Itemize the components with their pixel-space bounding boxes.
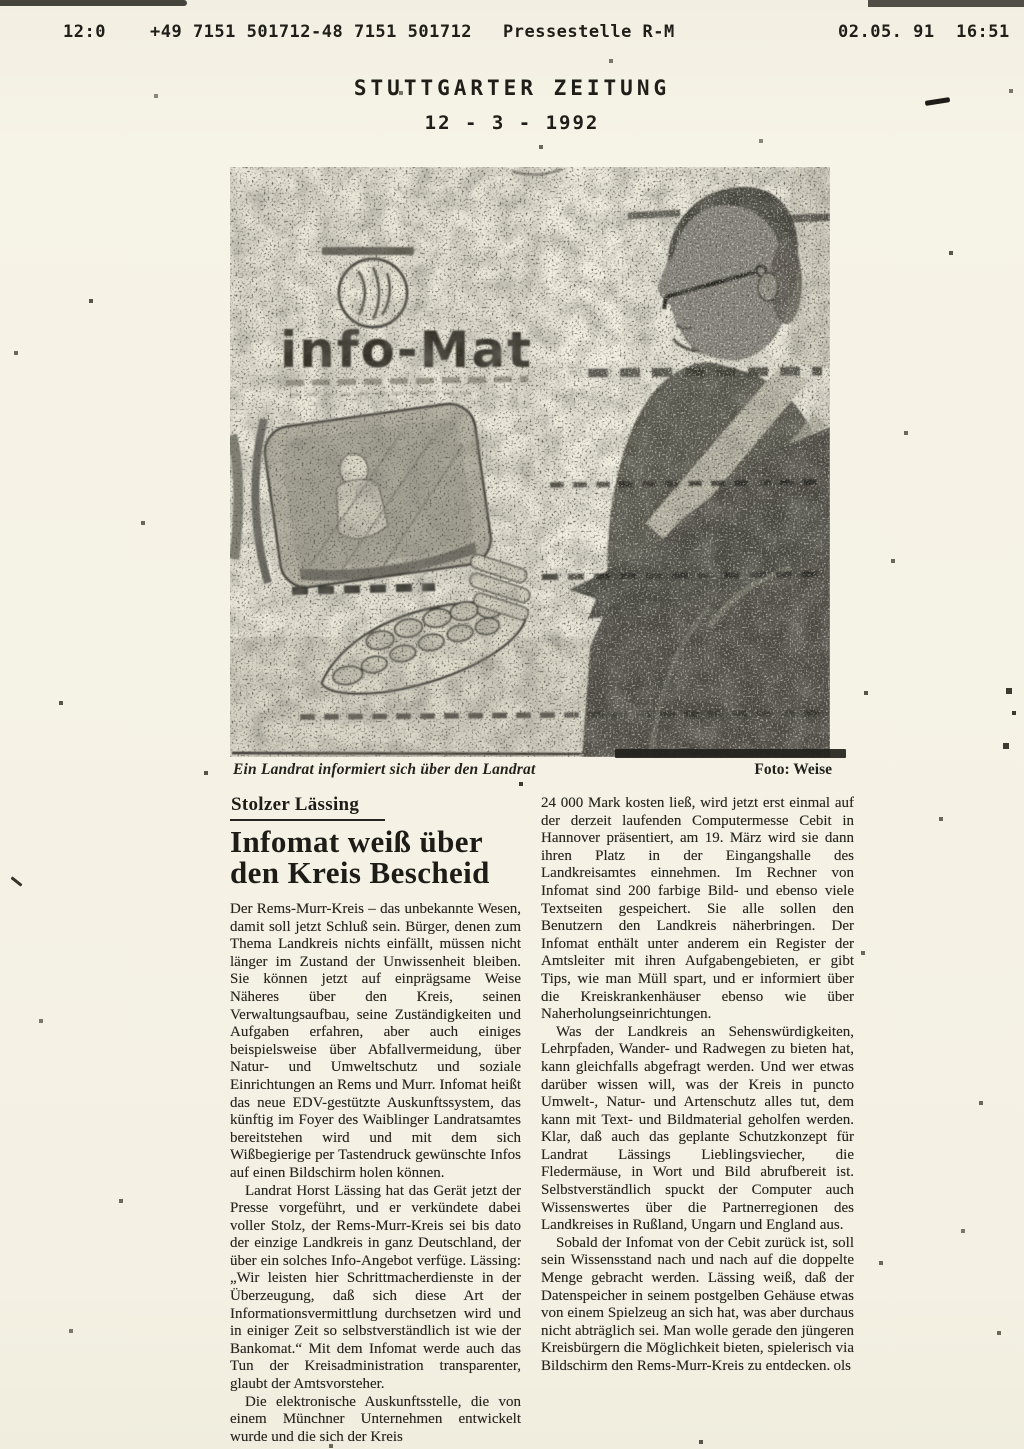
photo-credit: Foto: Weise: [754, 761, 832, 778]
article-column-right: [541, 795, 854, 1375]
body-paragraph-right-1: 24 000 Mark kosten ließ, wird jetzt erst einmal auf der derzeit laufenden Computermesse Cebit in Hannover präsentiert, am 19. März wird sie dann ihren Platz in der Eingangshalle des Landkreisamtes einnehmen. Im Rechner von Infomat sind 200 farbige Bild- und ebenso viele Textseiten gespeichert. Sie alle sollen den Benutzern den Landkreis näherbringen. Der Infomat enthält unter anderem ein Register der Amtsleiter mit ihren Aufgabengebieten, er gibt Tips, wie man Müll spart, und er informiert über die Kreiskrankenhäuser ebenso wie über Naherholungseinrichtungen.: [541, 795, 854, 1023]
photo-caption: Ein Landrat informiert sich über den Landrat: [233, 761, 536, 778]
fax-sender: Pressestelle R-M: [503, 22, 675, 42]
article: [230, 790, 854, 1449]
headline-line-1: Infomat weiß über: [230, 824, 484, 859]
body-paragraph-left-2: Landrat Horst Lässing hat das Gerät jetzt der Presse vorgeführt, und er verkündete dabei voller Stolz, der Rems-Murr-Kreis sei bis dato der einzige Landkreis in ganz Deutschland, der über ein solches Info-Angebot verfüge. Lässing: „Wir leisten hier Schrittmacherdienste in der Überzeugung, daß sich diese Art der Informationsvermittlung durchsetzen wird und in einiger Zeit so selbstverständlich ist wie der Bankomat.“ Mit dem Infomat werde auch das Tun der Kreisadministration transparenter, glaubt der Amtsvorsteher.: [230, 1182, 521, 1393]
headline: [230, 826, 521, 888]
fax-datetime: 02.05. 91 16:51: [838, 22, 1010, 42]
body-paragraph-right-3: Sobald der Infomat von der Cebit zurück ist, soll sein Wissensstand nach und nach auf die doppelte Menge gebracht werden. Lässing weiß, daß der Datenspeicher in seinem postgelben Gehäuse etwas von einem Spielzeug an sich hat, was aber durchaus nicht abträglich sei. Man wolle gerade den jüngeren Kreisbürgern die Möglichkeit bieten, spielerisch via Bildschirm den Rems-Murr-Kreis zu entdecken.: [541, 1234, 854, 1374]
author-signoff: ols: [833, 1358, 851, 1374]
fax-phone-numbers: +49 7151 501712-48 7151 501712: [150, 22, 473, 42]
article-photo: [230, 167, 830, 757]
photo-bottom-bar: [615, 749, 846, 758]
scan-smudge-top-left: [0, 0, 187, 6]
body-paragraph-left-1: Der Rems-Murr-Kreis – das unbekannte Wesen, damit soll jetzt Schluß sein. Bürger, denen zum Thema Landkreis nichts einfällt, müssen nicht länger im Zustand der Unwissenheit bleiben. Sie können jetzt auf einprägsame Weise Näheres über den Kreis, seinen Verwaltungsaufbau, seine Zuständigkeiten und Aufgaben erfahren, aber auch einiges beispielsweise über Abfallvermeidung, über Natur- und Umweltschutz und soziale Einrichtungen an Rems und Murr. Infomat heißt das neue EDV-gestützte Auskunftssystem, das künftig im Foyer des Waiblinger Landratsamtes bereitstehen wird und mit dem sich Wißbegierige per Tastendruck gewünschte Infos auf einen Bildschirm holen können.: [230, 901, 521, 1181]
fax-page-indicator: 12:0: [63, 22, 106, 42]
masthead: [0, 76, 1024, 134]
body-paragraph-right-2: Was der Landkreis an Sehenswürdigkeiten, Lehrpfaden, Wander- und Radwegen zu bieten hat, kann gleichfalls abgefragt werden. Und wer etwas darüber wissen will, was der Kreis in puncto Umwelt-, Natur- und Artenschutz alles tut, dem kann mit Text- und Bildmaterial geholfen werden. Klar, daß auch das geplante Schutzkonzept für Landrat Lässings Lieblingsviecher, die Fledermäuse, in Wort und Bild abrufbereit ist. Selbstverständlich spuckt der Computer auch Wissenswertes über die Partnerregionen des Landkreises in Rußland, Ungarn und England aus.: [541, 1023, 854, 1234]
kicker: Stolzer Lässing: [230, 794, 385, 821]
headline-line-2: den Kreis Bescheid: [230, 855, 490, 890]
caption-row: [233, 761, 832, 779]
body-paragraph-left-3: Die elektronische Auskunftsstelle, die von einem Münchner Unternehmen entwickelt wurde und die sich der Kreis: [230, 1393, 521, 1445]
issue-date: 12 - 3 - 1992: [424, 112, 600, 134]
newspaper-title: STUTTGARTER ZEITUNG: [353, 76, 671, 100]
article-photo-image: [230, 167, 830, 757]
margin-mark: [10, 876, 22, 886]
halftone-black-specks: [230, 167, 830, 757]
article-column-left: [230, 790, 521, 1446]
fax-noise-specks: [0, 0, 2, 2]
scan-smudge-top-right: [868, 0, 1024, 7]
